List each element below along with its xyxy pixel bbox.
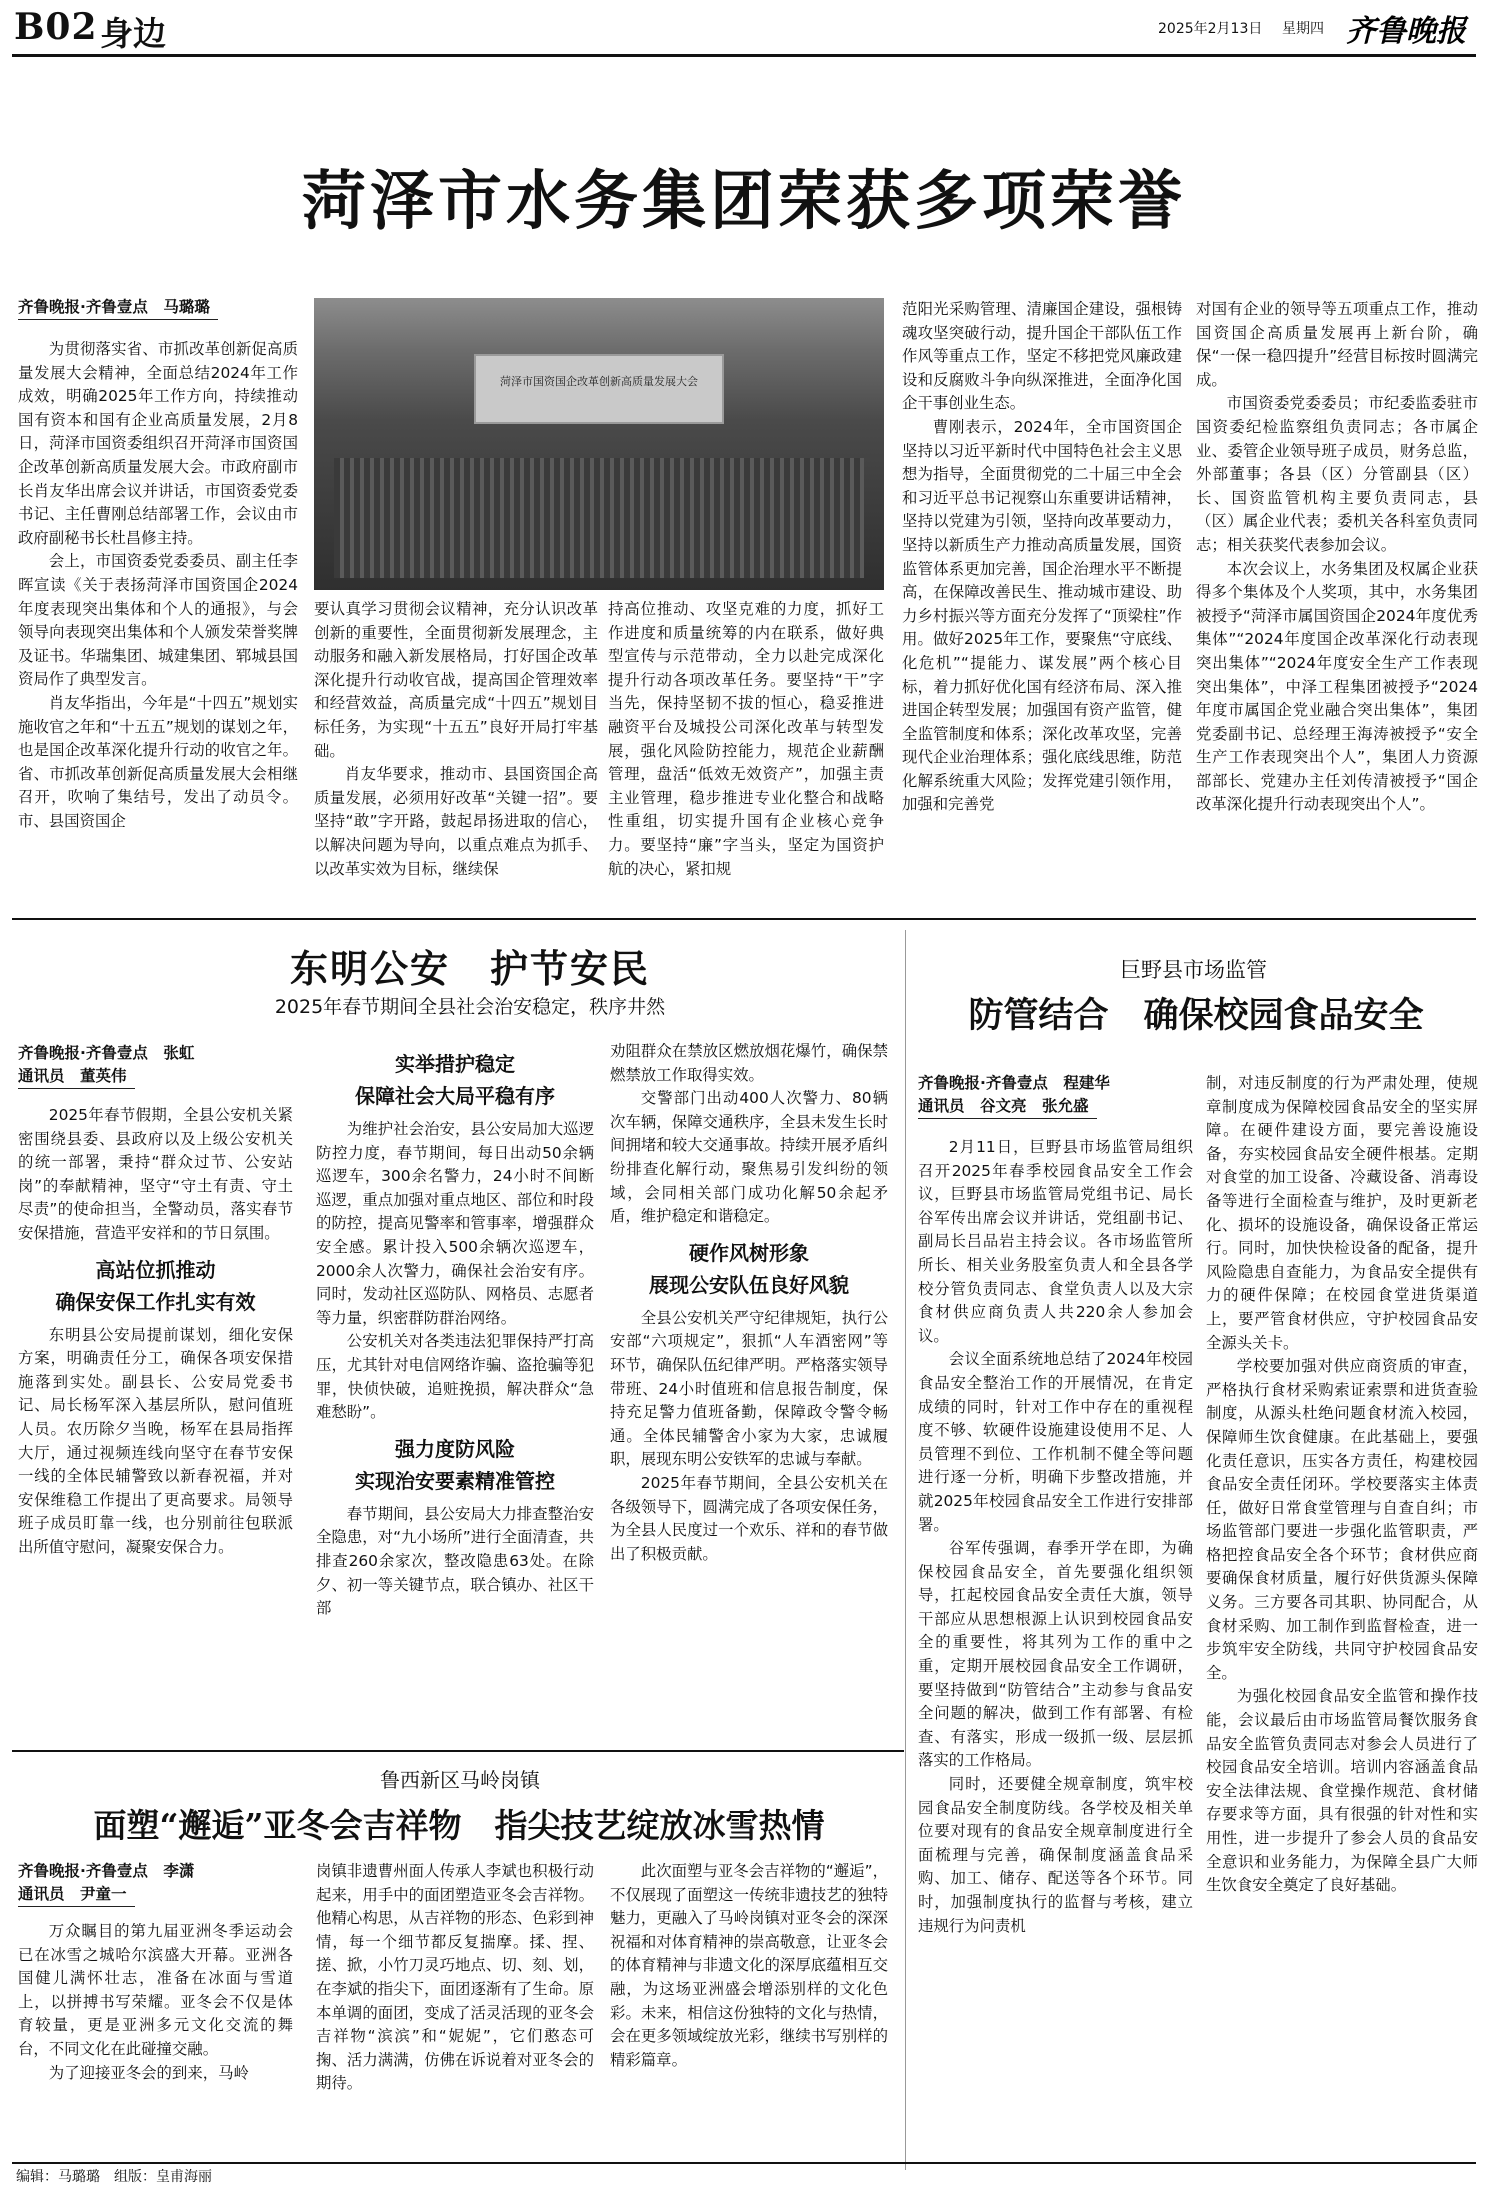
subhead-risk: 强力度防风险 (395, 1436, 515, 1461)
issue-date: 2025年2月13日 (1158, 21, 1263, 37)
kicker-maling: 鲁西新区马岭岗镇 (380, 1768, 540, 1792)
photo-audience (334, 458, 864, 578)
byline-art1: 齐鲁晚报·齐鲁壹点 马璐璐 (18, 296, 268, 320)
headline-water-group: 菏泽市水务集团荣获多项荣誉 (302, 164, 1186, 239)
art1-col2: 要认真学习贯彻会议精神，充分认识改革创新的重要性，全面贯彻新发展理念，主动服务和融入新发展格局，打好国企改革深化提升行动收官战，提高国企管理效率和经营效益，高质量完成“十四五”规划目标任务，为实现“十五五”良好开局打牢基础。 肖友华要求，推动市、县国资国企高质量发展，必须用好改革“关键一招”。要坚持“敢”字开路，鼓起昂扬进取的信心，以解决问题为导向，以重点难点为抓手、以改革实效为目标，继续保 (314, 600, 598, 878)
byline-art3: 齐鲁晚报·齐鲁壹点 程建华 通讯员 谷文亮 张允盛 (918, 1072, 1198, 1119)
byline-art4: 齐鲁晚报·齐鲁壹点 李潇 通讯员 尹童一 (18, 1860, 278, 1907)
headline-dough-sculpture: 面塑“邂逅”亚冬会吉祥物 指尖技艺绽放冰雪热情 (93, 1806, 825, 1845)
page-number: B02 (14, 6, 98, 48)
art4-col3: 此次面塑与亚冬会吉祥物的“邂逅”，不仅展现了面塑这一传统非遗技艺的独特魅力，更融入了马岭岗镇对亚冬会的深深祝福和对体育精神的崇高敬意，让亚冬会的体育精神与非遗文化的深厚底蕴相互交融，为这场亚洲盛会增添别样的文化色彩。未来，相信这份独特的文化与热情，会在更多领域绽放光彩，继续书写别样的精彩篇章。 (610, 1862, 888, 2069)
art4-col1: 万众瞩目的第九届亚洲冬季运动会已在冰雪之城哈尔滨盛大开幕。亚洲各国健儿满怀壮志，准备在冰面与雪道上，以拼搏书写荣耀。亚冬会不仅是体育较量，更是亚洲多元文化交流的舞台，不同文化在此碰撞交融。 为了迎接亚冬会的到来，马岭 (18, 1922, 293, 2082)
headline-dongming-police: 东明公安 护节安民 (289, 946, 650, 991)
art2-col1: 2025年春节假期，全县公安机关紧密围绕县委、县政府以及上级公安机关的统一部署，秉持“群众过节、公安站岗”的奉献精神，坚守“守土有责、守土尽责”的使命担当，全警动员，落实春节安保措施，营造平安祥和的节日氛围。 高站位抓推动 确保安保工作扎实有效 东明县公安局提前谋划，细化安保方案，明确责任分工，确保各项安保措施落到实处。副县长、公安局党委书记、局长杨军深入基层所队，慰问值班人员。农历除夕当晚，杨军在县局指挥大厅，通过视频连线向坚守在春节安保一线的全体民辅警致以新春祝福，并对安保维稳工作提出了更高要求。局领导班子成员盯靠一线，也分别前往包联派出所值守慰问，凝聚安保合力。 (18, 1106, 293, 1556)
subhead-ensure-security: 确保安保工作扎实有效 (55, 1289, 256, 1314)
section-rule-1 (12, 918, 1476, 920)
subhead-dongming: 2025年春节期间全县社会治安稳定，秩序井然 (274, 996, 666, 1018)
headline-school-food: 防管结合 确保校园食品安全 (968, 995, 1424, 1036)
art2-col3: 劝阻群众在禁放区燃放烟花爆竹，确保禁燃禁放工作取得实效。 交警部门出动400人次警力、80辆次车辆，保障交通秩序，全县未发生长时间拥堵和较大交通事故。持续开展矛盾纠纷排查化解行动，聚焦易引发纠纷的领域，会同相关部门成功化解50余起矛盾，维护稳定和谐稳定。 硬作风树形象 展现公安队伍良好风貌 全县公安机关严守纪律规矩，执行公安部“六项规定”，狠抓“人车酒密网”等环节，确保队伍纪律严明。严格落实领导带班、24小时值班和信息报告制度，保持充足警力值班备勤，保障政令警令畅通。全体民辅警舍小家为大家，忠诚履职，展现东明公安铁军的忠诚与奉献。 2025年春节期间，全县公安机关在各级领导下，圆满完成了各项安保任务，为全县人民度过一个欢乐、祥和的春节做出了积极贡献。 (610, 1042, 888, 1563)
art4-col2: 岗镇非遗曹州面人传承人李斌也积极行动起来，用手中的面团塑造亚冬会吉祥物。他精心构思，从吉祥物的形态、色彩到神情，每一个细节都反复揣摩。揉、捏、搓、掀，小竹刀灵巧地点、切、刻、划，在李斌的指尖下，面团逐渐有了生命。原本单调的面团，变成了活灵活现的亚冬会吉祥物“滨滨”和“妮妮”，它们憨态可掬、活力满满，仿佛在诉说着对亚冬会的期待。 (316, 1862, 594, 2093)
art3-col2: 制，对违反制度的行为严肃处理，使规章制度成为保障校园食品安全的坚实屏障。在硬件建设方面，要完善设施设备，夯实校园食品安全硬件根基。定期对食堂的加工设备、冷藏设备、消毒设备等进行全面检查与维护，及时更新老化、损坏的设施设备，确保设备正常运行。同时，加快快检设备的配备，提升风险隐患自查能力，为食品安全提供有力的硬件保障；在校园食堂进货渠道上，要严管食材供应，守护校园食品安全源头关卡。 学校要加强对供应商资质的审查，严格执行食材采购索证索票和进货查验制度，从源头杜绝问题食材流入校园，保障师生饮食健康。在此基础上，要强化责任意识，压实各方责任，构建校园食品安全责任闭环。学校要落实主体责任，做好日常食堂管理与自查自纠；市场监管部门要进一步强化监管职责，严格把控食品安全各个环节；食材供应商要确保食材质量，履行好供货源头保障义务。三方要各司其职、协同配合，从食材采购、加工制作到监督检查，进一步筑牢安全防线，共同守护校园食品安全。 为强化校园食品安全监管和操作技能，会议最后由市场监管局餐饮服务食品安全监管负责同志对参会人员进行了校园食品安全培训。培训内容涵盖食品安全法律法规、食堂操作规范、食材储存要求等方面，具有很强的针对性和实用性，进一步提升了参会人员的食品安全意识和业务能力，为保障全县广大师生饮食安全奠定了良好基础。 (1206, 1074, 1478, 1895)
byline-art2: 齐鲁晚报·齐鲁壹点 张虹 通讯员 董英伟 (18, 1042, 278, 1089)
art1-col4: 范阳光采购管理、清廉国企建设，强根铸魂攻坚突破行动，提升国企干部队伍工作作风等重点工作，坚定不移把党风廉政建设和反腐败斗争向纵深推进，全面净化国企干事创业生态。 曹刚表示，2024年，全市国资国企坚持以习近平新时代中国特色社会主义思想为指导，全面贯彻党的二十届三中全会和习近平总书记视察山东重要讲话精神，坚持以党建为引领，坚持向改革要动力，坚持以新质生产力推动高质量发展，国资监管体系更加完善，国企治理水平不断提高，在保障改善民生、推动城市建设、助力乡村振兴等方面充分发挥了“顶梁柱”作用。做好2025年工作，要聚焦“守底线、化危机”“提能力、谋发展”两个核心目标，着力抓好优化国有经济布局、深入推进国企转型发展；加强国有资产监管，健全监管制度和体系；深化改革攻坚，完善现代企业治理体系；强化底线思维，防范化解系统重大风险；发挥党建引领作用，加强和完善党 (902, 300, 1182, 814)
subhead-style: 硬作风树形象 (689, 1240, 809, 1265)
column-divider (905, 930, 906, 2170)
masthead-rule (12, 54, 1476, 57)
subhead-high-position: 高站位抓推动 (95, 1257, 216, 1282)
conference-photo (314, 298, 884, 590)
subhead-image: 展现公安队伍良好风貌 (649, 1272, 849, 1297)
kicker-juye: 巨野县市场监管 (1120, 958, 1267, 982)
section-name: 身边 (100, 14, 166, 53)
subhead-precision: 实现治安要素精准管控 (355, 1468, 555, 1493)
photo-stage-screen (474, 354, 724, 424)
art1-col5: 对国有企业的领导等五项重点工作，推动国资国企高质量发展再上新台阶，确保“一保一稳四提升”经营目标按时圆满完成。 市国资委党委委员；市纪委监委驻市国资委纪检监察组负责同志；各市属企业、委管企业领导班子成员，财务总监，外部董事；各县（区）分管副县（区）长、国资监管机构主要负责同志，县（区）属企业代表；委机关各科室负责同志；相关获奖代表参加会议。 本次会议上，水务集团及权属企业获得多个集体及个人奖项，其中，水务集团被授予“菏泽市属国资国企2024年度优秀集体”“2024年度国企改革深化行动表现突出集体”“2024年度安全生产工作表现突出集体”，中泽工程集团被授予“2024年度市属国企党业融合突出集体”，集团党委副书记、总经理王海涛被授予“安全生产工作表现突出个人”，集团人力资源部部长、党建办主任刘传清被授予“国企改革深化提升行动表现突出个人”。 (1196, 300, 1478, 814)
subhead-order: 保障社会大局平稳有序 (355, 1084, 555, 1108)
photo-banner-text: 菏泽市国资国企改革创新高质量发展大会 (500, 375, 698, 388)
art3-col1: 2月11日，巨野县市场监管局组织召开2025年春季校园食品安全工作会议，巨野县市场监管局党组书记、局长谷军传出席会议并讲话，党组副书记、副局长吕品岩主持会议。各市场监管所所长、相关业务股室负责人和全县各学校分管负责同志、食堂负责人以及大宗食材供应商负责人共220余人参加会议。 会议全面系统地总结了2024年校园食品安全整治工作的开展情况，在肯定成绩的同时，针对工作中存在的重视程度不够、软硬件设施建设使用不足、人员管理不到位、工作机制不健全等问题进行逐一分析，明确下步整改措施，并就2025年校园食品安全工作进行安排部署。 谷军传强调，春季开学在即，为确保校园食品安全，首先要强化组织领导，扛起校园食品安全责任大旗，领导干部应从思想根源上认识到校园食品安全的重要性，将其列为工作的重中之重，定期开展校园食品安全工作调研，要坚持做到“防管结合”主动参与食品安全问题的解决，做到工作有部署、有检查、有落实，形成一级抓一级、层层抓落实的工作格局。 同时，还要健全规章制度，筑牢校园食品安全制度防线。各学校及相关单位要对现有的食品安全规章制度进行全面梳理与完善，确保制度涵盖食品采购、加工、储存、配送等各个环节。同时，加强制度执行的监督与考核，建立违规行为问责机 (918, 1138, 1193, 1935)
section-rule-2 (12, 1750, 904, 1752)
art1-col1: 为贯彻落实省、市抓改革创新促高质量发展大会精神，全面总结2024年工作成效，明确2025年工作方向，持续推动国有资本和国有企业高质量发展，2月8日，菏泽市国资委组织召开菏泽市国资国企改革创新高质量发展大会。市政府副市长肖友华出席会议并讲话，市国资委党委书记、主任曹刚总结部署工作，会议由市政府副秘书长杜昌修主持。 会上，市国资委党委委员、副主任李晖宣读《关于表扬菏泽市国资国企2024年度表现突出集体和个人的通报》，与会领导向表现突出集体和个人颁发荣誉奖牌及证书。华瑞集团、城建集团、郓城县国资局作了典型发言。 肖友华指出，今年是“十四五”规划实施收官之年和“十五五”规划的谋划之年，也是国企改革深化提升行动的收官之年。省、市抓改革创新促高质量发展大会相继召开，吹响了集结号，发出了动员令。市、县国资国企 (18, 340, 298, 830)
art1-col3: 持高位推动、攻坚克难的力度，抓好工作进度和质量统筹的内在联系，做好典型宣传与示范带动，全力以赴完成深化提升行动各项改革任务。要坚持“干”字当先，保持坚韧不拔的恒心，稳妥推进融资平台及城投公司深化改革与转型发展，强化风险防控能力，规范企业薪酬管理，盘活“低效无效资产”，加强主责主业管理，稳步推进专业化整合和战略性重组，切实提升国有企业核心竞争力。要坚持“廉”字当头，坚定为国资护航的决心，紧扣规 (608, 600, 884, 878)
issue-weekday: 星期四 (1282, 21, 1324, 37)
subhead-measures: 实举措护稳定 (395, 1052, 515, 1076)
editor-credit: 编辑：马璐璐 组版：皇甫海丽 (16, 2169, 212, 2185)
paper-logo: 齐鲁晚报 (1346, 14, 1466, 49)
art2-col2: 实举措护稳定 保障社会大局平稳有序 为维护社会治安，县公安局加大巡逻防控力度，春节期间，每日出动50余辆巡逻车，300余名警力，24小时不间断巡逻，重点加强对重点地区、部位和时段的防控，提高见警率和管事率，增强群众安全感。累计投入500余辆次巡逻车，2000余人次警力，确保社会治安有序。同时，发动社区巡防队、网格员、志愿者等力量，织密群防群治网络。 公安机关对各类违法犯罪保持严打高压，尤其针对电信网络诈骗、盗抢骗等犯罪，快侦快破，追赃挽损，解决群众“急难愁盼”。 强力度防风险 实现治安要素精准管控 春节期间，县公安局大力排查整治安全隐患，对“九小场所”进行全面清查，共排查260余家次，整改隐患63处。在除夕、初一等关键节点，联合镇办、社区干部 (316, 1048, 594, 1738)
footer-rule (12, 2162, 1476, 2164)
